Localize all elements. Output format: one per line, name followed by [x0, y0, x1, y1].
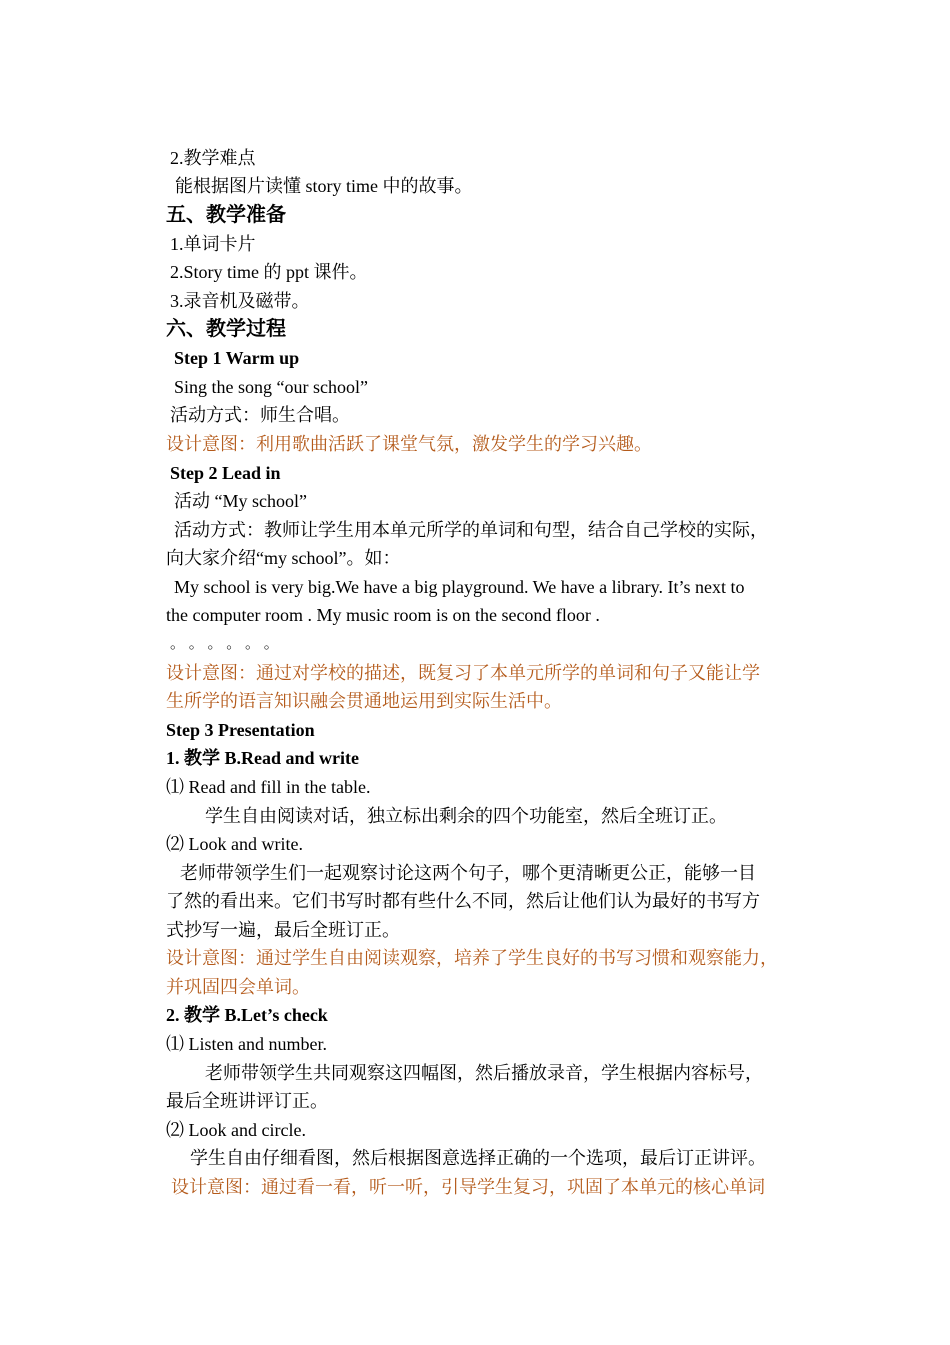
- subheading-read-and-write: 1. 教学 B.Read and write: [166, 748, 359, 768]
- paragraph-activity-method-1: 活动方式：师生合唱。: [170, 405, 350, 425]
- list-item-preparation-1: 1.单词卡片: [170, 234, 256, 254]
- design-intent-1: 设计意图：利用歌曲活跃了课堂气氛，激发学生的学习兴趣。: [166, 434, 652, 454]
- paragraph-example-2: the computer room . My music room is on the second floor .: [166, 605, 600, 625]
- paragraph-look-and-write-a: 老师带领学生们一起观察讨论这两个句子，哪个更清晰更公正，能够一目: [180, 863, 756, 883]
- list-item-preparation-2: 2.Story time 的 ppt 课件。: [170, 262, 368, 282]
- list-item-read-and-fill: ⑴ Read and fill in the table.: [166, 777, 371, 797]
- paragraph-look-and-circle: 学生自由仔细看图，然后根据图意选择正确的一个选项，最后订正讲评。: [190, 1148, 766, 1168]
- paragraph-difficulty: 能根据图片读懂 story time 中的故事。: [175, 176, 473, 196]
- design-intent-4: 设计意图：通过看一看，听一听，引导学生复习，巩固了本单元的核心单词: [171, 1177, 765, 1197]
- paragraph-sing-song: Sing the song “our school”: [174, 377, 368, 397]
- paragraph-example-1: My school is very big.We have a big playground. We have a library. It’s next to: [174, 577, 745, 597]
- section-heading-process: 六、教学过程: [166, 318, 286, 340]
- subheading-lets-check: 2. 教学 B.Let’s check: [166, 1005, 328, 1025]
- ellipsis-marks: 。 。 。 。 。 。: [170, 636, 279, 652]
- design-intent-3a: 设计意图：通过学生自由阅读观察，培养了学生良好的书写习惯和观察能力，: [166, 948, 778, 968]
- list-item-look-and-write: ⑵ Look and write.: [166, 834, 303, 854]
- list-item-listen-and-number: ⑴ Listen and number.: [166, 1034, 327, 1054]
- step-heading-warm-up: Step 1 Warm up: [174, 348, 300, 368]
- paragraph-look-and-write-b: 了然的看出来。它们书写时都有些什么不同，然后让他们认为最好的书写方: [166, 891, 760, 911]
- subheading-difficulty: 2.教学难点: [170, 148, 256, 168]
- step-heading-presentation: Step 3 Presentation: [166, 720, 315, 740]
- paragraph-activity-method-2a: 活动方式：教师让学生用本单元所学的单词和句型，结合自己学校的实际，: [174, 520, 768, 540]
- paragraph-activity-method-2b: 向大家介绍“my school”。如：: [166, 548, 401, 568]
- paragraph-activity-my-school: 活动 “My school”: [174, 491, 307, 511]
- paragraph-listen-and-number-b: 最后全班讲评订正。: [166, 1091, 328, 1111]
- paragraph-read-and-fill: 学生自由阅读对话，独立标出剩余的四个功能室，然后全班订正。: [205, 806, 727, 826]
- list-item-look-and-circle: ⑵ Look and circle.: [166, 1120, 306, 1140]
- design-intent-2a: 设计意图：通过对学校的描述，既复习了本单元所学的单词和句子又能让学: [166, 663, 760, 683]
- section-heading-preparation: 五、教学准备: [166, 204, 286, 226]
- design-intent-2b: 生所学的语言知识融会贯通地运用到实际生活中。: [166, 691, 562, 711]
- step-heading-lead-in: Step 2 Lead in: [170, 463, 281, 483]
- design-intent-3b: 并巩固四会单词。: [166, 977, 310, 997]
- paragraph-look-and-write-c: 式抄写一遍，最后全班订正。: [166, 920, 400, 940]
- list-item-preparation-3: 3.录音机及磁带。: [170, 291, 310, 311]
- paragraph-listen-and-number-a: 老师带领学生共同观察这四幅图，然后播放录音，学生根据内容标号，: [205, 1063, 763, 1083]
